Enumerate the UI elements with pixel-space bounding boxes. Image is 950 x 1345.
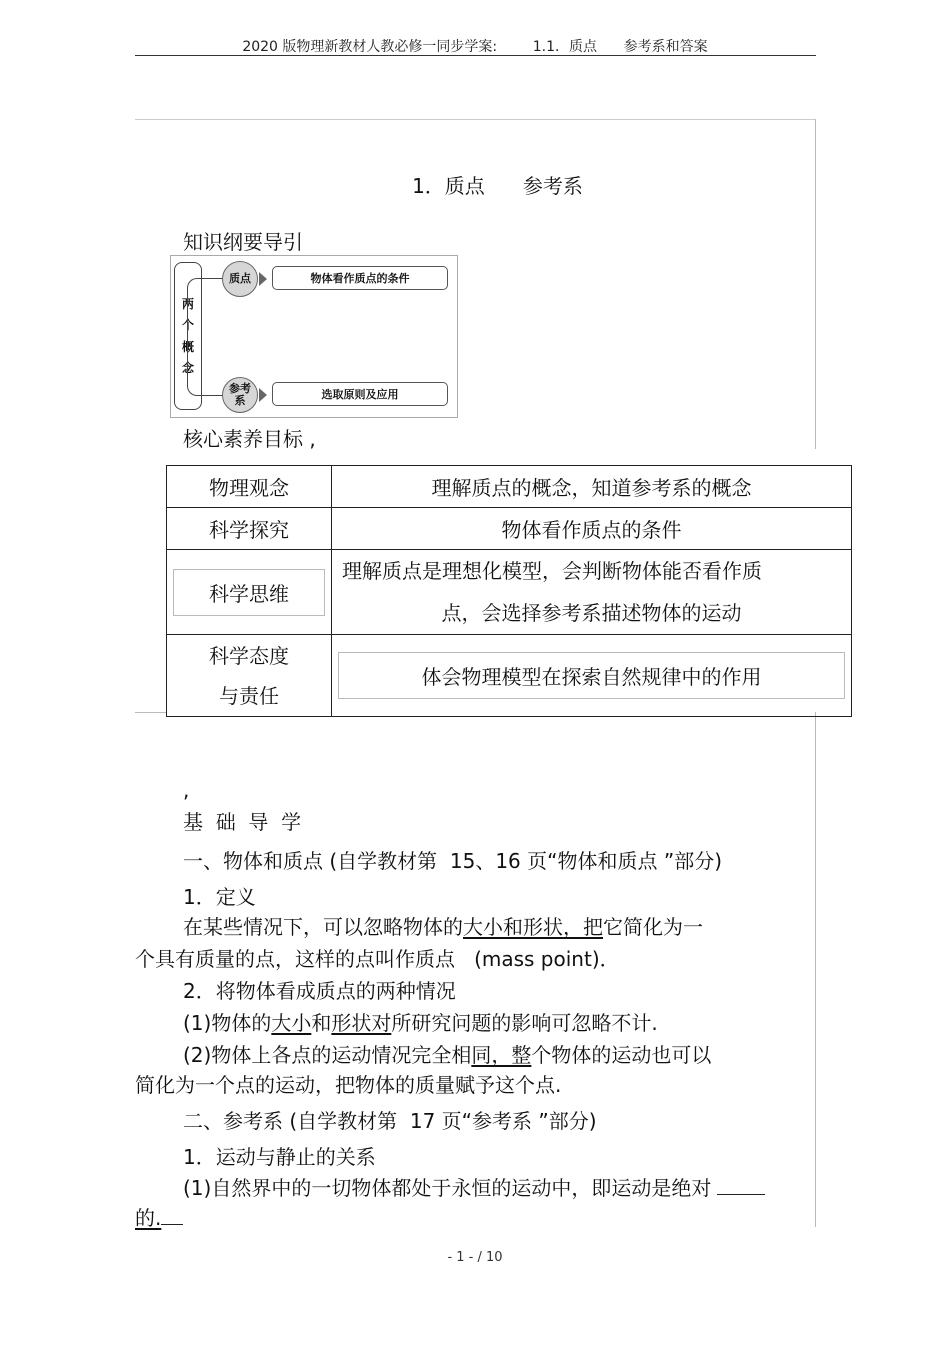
section-heading-basics: 基 础 导 学 xyxy=(183,810,302,834)
goals-table xyxy=(166,465,852,717)
frame-right-rule-upper xyxy=(815,119,816,449)
goal-name-cell: 物理观念 xyxy=(167,466,332,508)
page-header: 2020 版物理新教材人教必修一同步学案: 1.1．质点 参考系和答案 xyxy=(242,39,708,55)
header-rule xyxy=(135,55,816,56)
diagram-node-point: 质点 xyxy=(222,261,258,297)
diagram-box-principles: 选取原则及应用 xyxy=(272,382,448,406)
page-number: - 1 - / 10 xyxy=(447,1250,503,1265)
diagram-box-conditions: 物体看作质点的条件 xyxy=(272,266,448,290)
goal-desc-cell: 理解质点是理想化模型，会判断物体能否看作质 点，会选择参考系描述物体的运动 xyxy=(332,550,852,635)
concept-diagram xyxy=(170,255,458,418)
diagram-node-frame: 参考 系 xyxy=(222,377,258,413)
arrow-right-icon xyxy=(259,388,267,402)
outline-label: 知识纲要导引 xyxy=(183,230,303,254)
side-char: 两 xyxy=(181,296,194,311)
definition-heading: 1．定义 xyxy=(183,885,256,909)
goals-label: 核心素养目标 , xyxy=(183,427,316,451)
frame-left-stub xyxy=(135,712,166,713)
goal-desc-cell: 物体看作质点的条件 xyxy=(332,508,852,550)
arrow-right-icon xyxy=(259,272,267,286)
goal-desc-box: 体会物理模型在探索自然规律中的作用 xyxy=(338,652,845,699)
definition-line2: 个具有质量的点，这样的点叫作质点 (mass point)． xyxy=(135,947,620,971)
subheading-motion-rest: 1．运动与静止的关系 xyxy=(183,1145,376,1169)
side-char: 个 xyxy=(181,318,194,333)
section1-heading: 一、物体和质点 (自学教材第 15、16 页“物体和质点 ”部分) xyxy=(183,849,723,873)
side-char: 概 xyxy=(181,339,194,354)
comma-mark: , xyxy=(183,778,190,802)
answer-blank xyxy=(161,1224,183,1225)
answer-underline: 大小 xyxy=(271,1011,312,1035)
section2-heading: 二、参考系 (自学教材第 17 页“参考系 ”部分) xyxy=(183,1109,597,1133)
definition-line1: 在某些情况下，可以忽略物体的大小和形状，把它简化为一 xyxy=(183,915,703,939)
diagram-connector xyxy=(187,278,223,396)
answer-underline: 同，整 xyxy=(471,1043,532,1067)
cases-heading: 2．将物体看成质点的两种情况 xyxy=(183,979,456,1003)
frame-right-rule-lower xyxy=(815,712,816,1227)
answer-blank xyxy=(717,1194,765,1195)
answer-underline: 的. xyxy=(135,1206,162,1230)
goal-desc-cell: 理解质点的概念，知道参考系的概念 xyxy=(332,466,852,508)
goal-name-cell xyxy=(167,550,332,635)
frame-top-rule xyxy=(135,119,816,120)
goal-name-cell: 科学探究 xyxy=(167,508,332,550)
side-char: 念 xyxy=(181,361,194,376)
case2-line2: 简化为一个点的运动，把物体的质量赋予这个点. xyxy=(135,1073,562,1097)
item1-line1: (1)自然界中的一切物体都处于永恒的运动中，即运动是绝对 xyxy=(183,1172,765,1201)
lesson-title: 1．质点 参考系 xyxy=(412,174,583,198)
goal-desc-cell xyxy=(332,635,852,717)
goal-name-cell: 科学态度 与责任 xyxy=(167,635,332,717)
case1-line: (1)物体的大小和形状对所研究问题的影响可忽略不计. xyxy=(183,1011,658,1035)
case2-line1: (2)物体上各点的运动情况完全相同，整个物体的运动也可以 xyxy=(183,1043,712,1067)
answer-underline: 大小和形状，把 xyxy=(463,915,603,939)
goal-name-box: 科学思维 xyxy=(173,569,325,616)
answer-underline: 形状对 xyxy=(331,1011,392,1035)
item1-line2 xyxy=(135,1202,183,1231)
